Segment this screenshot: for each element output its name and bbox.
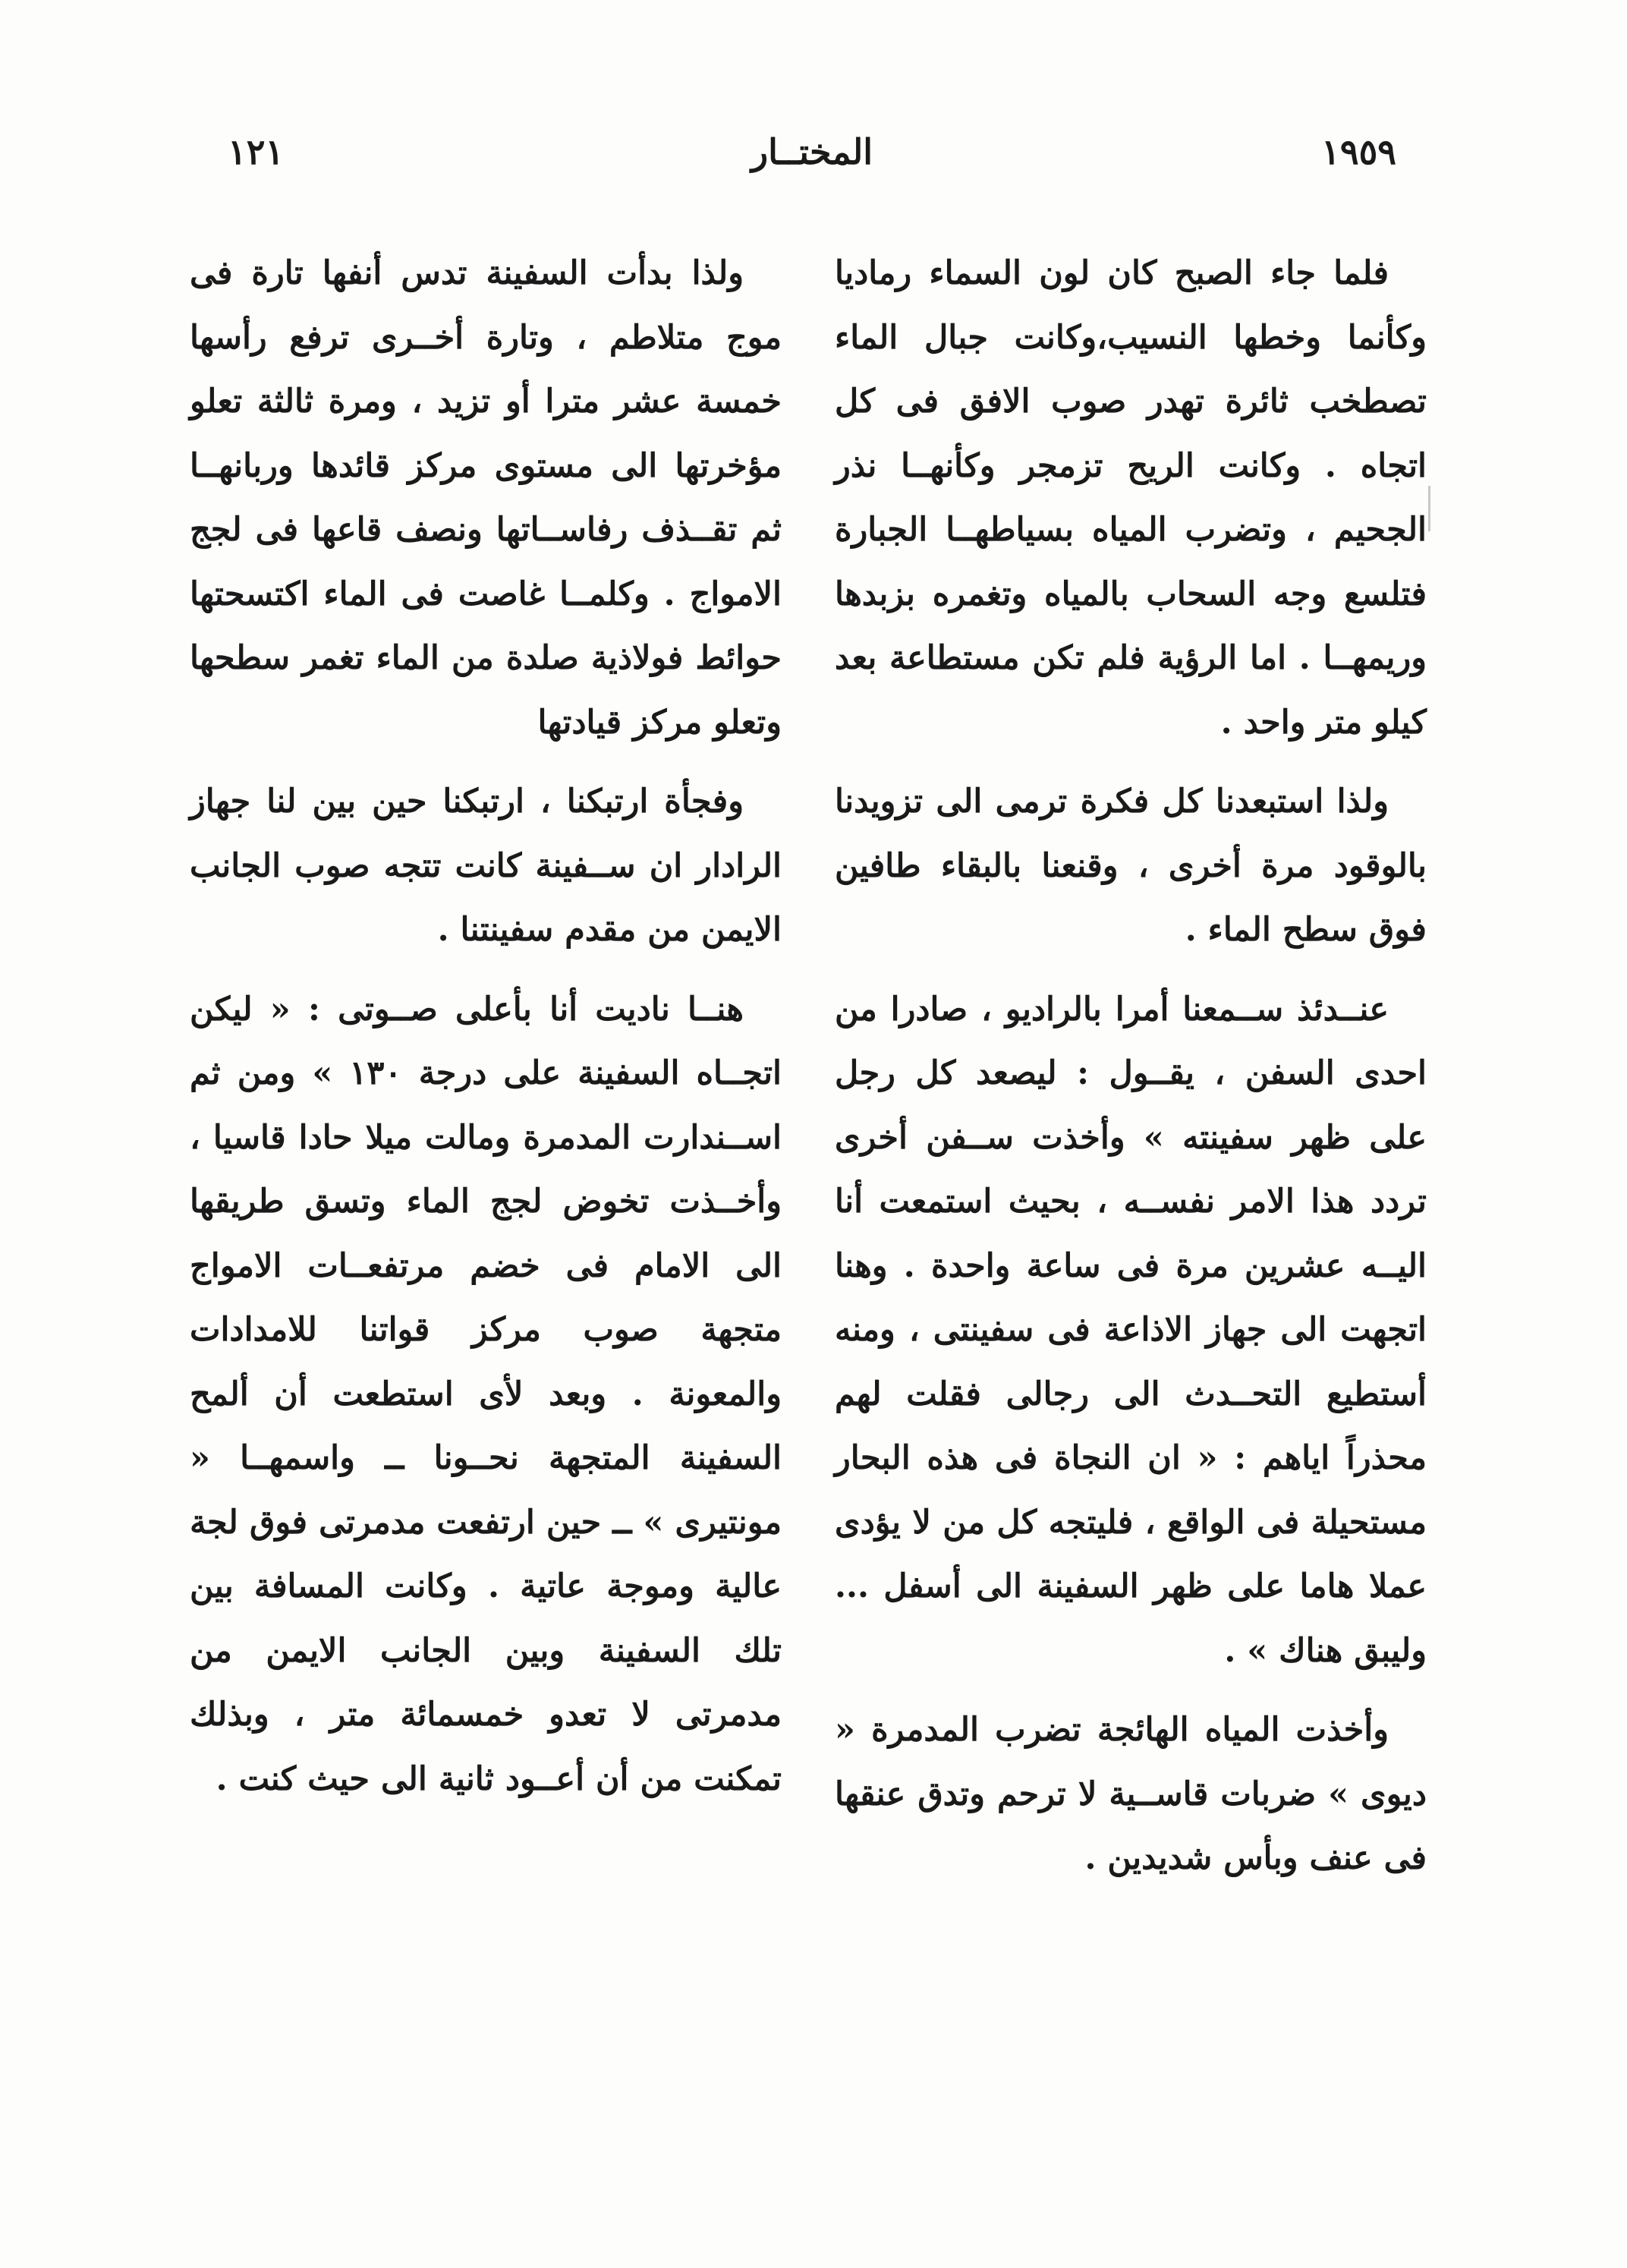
scan-artifact — [1428, 486, 1430, 531]
publication-year: ١٩٥٩ — [1321, 131, 1396, 172]
magazine-title: المختــار — [751, 131, 873, 172]
page-header — [197, 129, 1427, 197]
paragraph: وفجأة ارتبكنا ، ارتبكنا حين بين لنا جهاز الرادار ان ســفينة كانت تتجه صوب الجانب الايمن من مقدم سفينتنا . — [190, 783, 782, 949]
paragraph: وأخذت المياه الهائجة تضرب المدمرة « ديوى » ضربات قاســية لا ترحم وتدق عنقها فى عنف وبأس شديدين . — [835, 1711, 1427, 1877]
left-column — [190, 241, 782, 1826]
paragraph: عنــدئذ ســمعنا أمرا بالراديو ، صادرا من احدى السفن ، يقــول : ليصعد كل رجل على ظهر سفينته » وأخذت ســفن أخرى تردد هذا الامر نفســه ، بحيث استمعت أنا اليــه عشرين مرة فى ساعة واحدة . وهنا اتجهت الى جهاز الاذاعة فى سفينتى ، ومنه أستطيع التحــدث الى رجالى فقلت لهم محذراً اياهم : « ان النجاة فى هذه البحار مستحيلة فى الواقع ، فليتجه كل من لا يؤدى عملا هاما على ظهر السفينة الى أسفل ... وليبق هناك » . — [835, 990, 1427, 1670]
paragraph: فلما جاء الصبح كان لون السماء رماديا وكأنما وخطها النسيب،وكانت جبال الماء تصطخب ثائرة تهدر صوب الافق فى كل اتجاه . وكانت الريح تزمجر وكأنهــا نذر الجحيم ، وتضرب المياه بسياطهــا الجبارة فتلسع وجه السحاب بالمياه وتغمره بزبدها وريمهــا . اما الرؤية فلم تكن مستطاعة بعد كيلو متر واحد . — [835, 254, 1427, 742]
paragraph: هنــا ناديت أنا بأعلى صــوتى : « ليكن اتجــاه السفينة على درجة ١٣٠ » ومن ثم اســندارت المدمرة ومالت ميلا حادا قاسيا ، وأخــذت تخوض لجج الماء وتسق طريقها الى الامام فى خضم مرتفعــات الامواج متجهة صوب مركز قواتنا للامدادات والمعونة . وبعد لأى استطعت أن ألمح السفينة المتجهة نحــونا ــ واسمهــا « مونتيرى » ــ حين ارتفعت مدمرتى فوق لجة عالية وموجة عاتية . وكانت المسافة بين تلك السفينة وبين الجانب الايمن من مدمرتى لا تعدو خمسمائة متر ، وبذلك تمكنت من أن أعــود ثانية الى حيث كنت . — [190, 990, 782, 1798]
right-column — [835, 241, 1427, 1906]
paragraph: ولذا استبعدنا كل فكرة ترمى الى تزويدنا بالوقود مرة أخرى ، وقنعنا بالبقاء طافين فوق سطح الماء . — [835, 783, 1427, 949]
page-number: ١٢١ — [228, 131, 285, 172]
paragraph: ولذا بدأت السفينة تدس أنفها تارة فى موج متلاطم ، وتارة أخــرى ترفع رأسها خمسة عشر مترا أو تزيد ، ومرة ثالثة تعلو مؤخرتها الى مستوى مركز قائدها وربانهــا ثم تقــذف رفاســاتها ونصف قاعها فى لجج الامواج . وكلمــا غاصت فى الماء اكتسحتها حوائط فولاذية صلدة من الماء تغمر سطحها وتعلو مركز قيادتها — [190, 254, 782, 742]
